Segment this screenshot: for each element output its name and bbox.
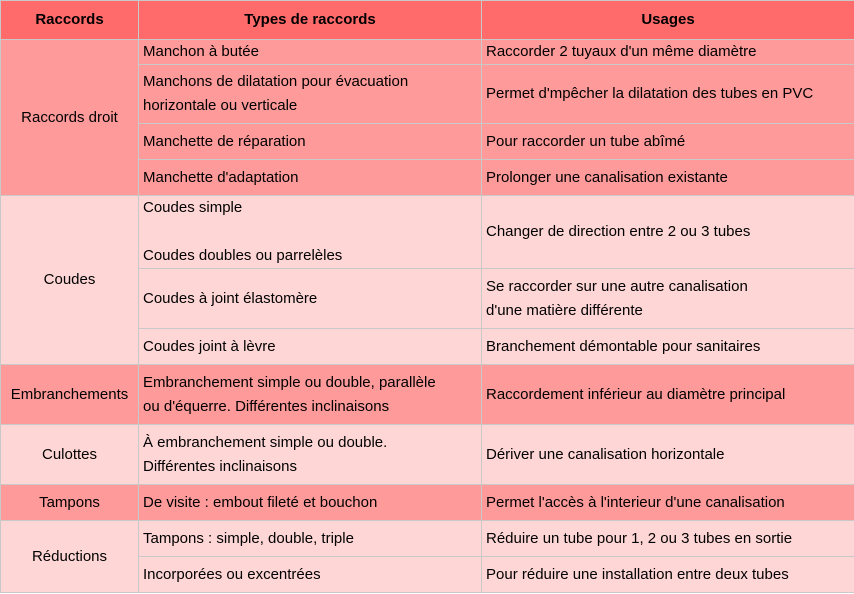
usage-text: d'une matière différente (486, 301, 643, 319)
type-cell (139, 269, 482, 329)
usage-text: Permet l'accès à l'interieur d'une canalisation (486, 493, 785, 511)
usage-cell (482, 269, 854, 329)
usage-cell (482, 124, 854, 160)
table-row (1, 521, 854, 557)
type-text: Manchette d'adaptation (143, 168, 299, 186)
type-cell (139, 124, 482, 160)
usage-text: Dériver une canalisation horizontale (486, 445, 725, 463)
usage-text: Raccordement inférieur au diamètre principal (486, 385, 786, 403)
type-text: Manchons de dilatation pour évacuation (143, 73, 409, 90)
type-cell (139, 40, 482, 65)
usage-text: Prolonger une canalisation existante (486, 168, 728, 186)
header-row (1, 1, 854, 40)
usage-text: Raccorder 2 tuyaux d'un même diamètre (486, 43, 757, 60)
type-text: Manchette de réparation (143, 132, 306, 150)
category-cell: Coudes (1, 196, 139, 365)
type-cell (139, 485, 482, 521)
type-cell (139, 425, 482, 485)
header-usages: Usages (482, 1, 854, 40)
usage-text: Pour raccorder un tube abîmé (486, 132, 686, 150)
category-cell: Culottes (1, 425, 139, 485)
type-text: À embranchement simple ou double. (143, 433, 388, 451)
usage-cell (482, 425, 854, 485)
header-types: Types de raccords (139, 1, 482, 40)
usage-text: Se raccorder sur une autre canalisation (486, 277, 748, 295)
usage-text: Permet d'mpêcher la dilatation des tubes en PVC (486, 85, 814, 102)
usage-cell (482, 65, 854, 124)
type-text: Embranchement simple ou double, parallèle (143, 373, 436, 391)
type-text: Tampons : simple, double, triple (143, 529, 354, 547)
usage-cell (482, 40, 854, 65)
type-cell (139, 329, 482, 365)
usage-cell (482, 557, 854, 593)
line-spacer (143, 220, 477, 244)
type-text: horizontale ou verticale (143, 97, 298, 114)
table-row (1, 196, 854, 269)
table-body (1, 40, 854, 593)
table-row (1, 425, 854, 485)
type-text: Coudes à joint élastomère (143, 289, 318, 307)
category-cell: Embranchements (1, 365, 139, 425)
table-row (1, 40, 854, 65)
type-cell (139, 557, 482, 593)
type-cell (139, 65, 482, 124)
usage-cell (482, 485, 854, 521)
type-text: ou d'équerre. Différentes inclinaisons (143, 397, 390, 415)
type-text: Coudes joint à lèvre (143, 337, 276, 355)
table-row (1, 365, 854, 425)
category-cell: Raccords droit (1, 40, 139, 196)
category-cell: Tampons (1, 485, 139, 521)
usage-text: Réduire un tube pour 1, 2 ou 3 tubes en sortie (486, 529, 793, 547)
type-text: Coudes simple (143, 199, 243, 216)
usage-cell (482, 160, 854, 196)
table-row (1, 485, 854, 521)
type-text: De visite : embout fileté et bouchon (143, 493, 378, 511)
usage-cell (482, 196, 854, 269)
category-cell: Réductions (1, 521, 139, 593)
usage-text: Changer de direction entre 2 ou 3 tubes (486, 223, 751, 240)
usage-cell (482, 329, 854, 365)
header-raccords: Raccords (1, 1, 139, 40)
usage-text: Pour réduire une installation entre deux tubes (486, 565, 789, 583)
type-cell (139, 365, 482, 425)
type-cell (139, 521, 482, 557)
type-cell (139, 160, 482, 196)
usage-cell (482, 521, 854, 557)
usage-cell (482, 365, 854, 425)
type-text: Coudes doubles ou parrelèles (143, 247, 343, 264)
type-text: Différentes inclinaisons (143, 457, 297, 475)
type-text: Manchon à butée (143, 43, 259, 60)
type-text: Incorporées ou excentrées (143, 565, 321, 583)
type-cell (139, 196, 482, 269)
usage-text: Branchement démontable pour sanitaires (486, 337, 761, 355)
